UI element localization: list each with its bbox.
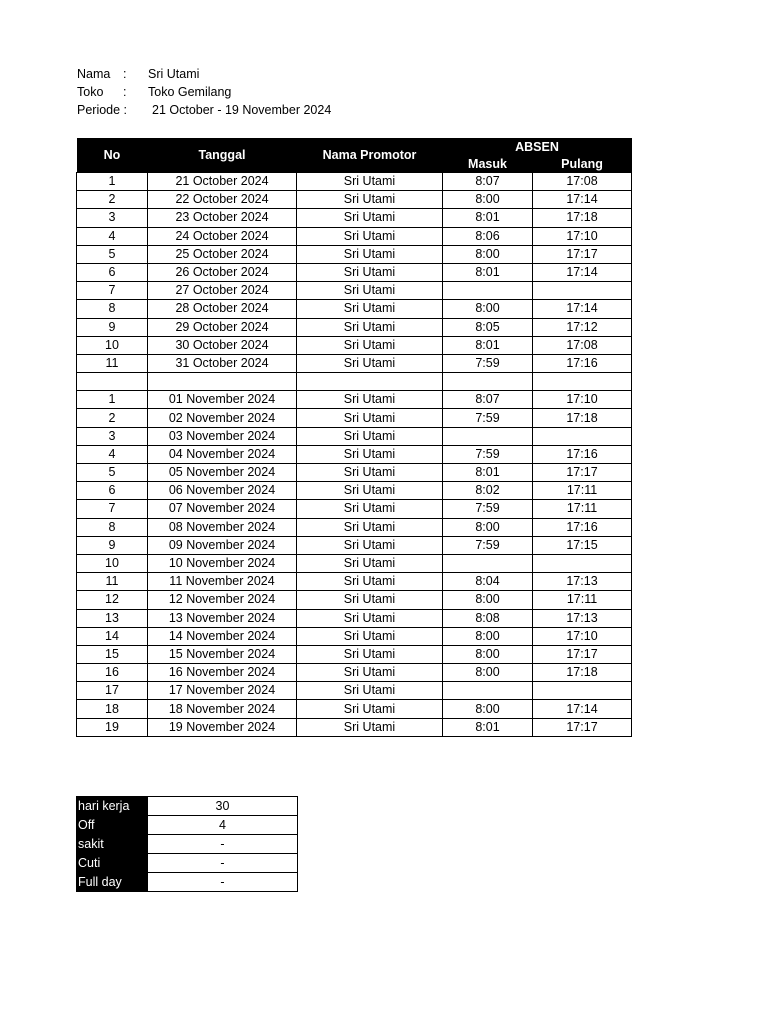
row-no: 9 [77, 318, 148, 336]
row-pulang: 17:15 [533, 536, 632, 554]
row-no: 8 [77, 300, 148, 318]
row-tanggal: 02 November 2024 [148, 409, 297, 427]
row-no: 6 [77, 482, 148, 500]
row-masuk: 8:07 [443, 391, 533, 409]
separator-row [77, 373, 632, 391]
row-nama-promotor: Sri Utami [297, 409, 443, 427]
row-tanggal: 30 October 2024 [148, 336, 297, 354]
table-row [77, 664, 632, 682]
table-row [77, 318, 632, 336]
row-masuk: 8:01 [443, 718, 533, 736]
nama-label: Nama [77, 67, 111, 81]
row-tanggal: 17 November 2024 [148, 682, 297, 700]
table-row [77, 191, 632, 209]
table-row [77, 336, 632, 354]
row-masuk: 8:07 [443, 173, 533, 191]
summary-value: - [148, 873, 298, 892]
summary-row [77, 835, 298, 854]
row-tanggal: 12 November 2024 [148, 591, 297, 609]
row-masuk: 8:01 [443, 209, 533, 227]
summary-value: - [148, 854, 298, 873]
row-pulang: 17:13 [533, 573, 632, 591]
row-masuk: 8:00 [443, 700, 533, 718]
row-no: 6 [77, 263, 148, 281]
table-row [77, 245, 632, 263]
row-pulang: 17:11 [533, 591, 632, 609]
nama-colon: : [123, 67, 127, 81]
summary-label: sakit [77, 835, 148, 854]
row-pulang: 17:14 [533, 700, 632, 718]
table-row [77, 263, 632, 281]
row-pulang: 17:17 [533, 464, 632, 482]
row-pulang: 17:12 [533, 318, 632, 336]
row-tanggal: 26 October 2024 [148, 263, 297, 281]
row-masuk: 8:01 [443, 464, 533, 482]
row-pulang [533, 554, 632, 572]
row-pulang: 17:17 [533, 245, 632, 263]
summary-table [76, 796, 298, 892]
row-nama-promotor: Sri Utami [297, 354, 443, 372]
blank-cell [77, 373, 148, 391]
blank-cell [533, 373, 632, 391]
row-tanggal: 10 November 2024 [148, 554, 297, 572]
row-nama-promotor: Sri Utami [297, 664, 443, 682]
table-row [77, 500, 632, 518]
row-nama-promotor: Sri Utami [297, 209, 443, 227]
table-row [77, 427, 632, 445]
row-tanggal: 24 October 2024 [148, 227, 297, 245]
row-pulang [533, 682, 632, 700]
row-tanggal: 04 November 2024 [148, 445, 297, 463]
summary-row [77, 873, 298, 892]
row-masuk: 7:59 [443, 536, 533, 554]
header-pulang: Pulang [533, 155, 632, 173]
summary-value: - [148, 835, 298, 854]
row-masuk: 8:00 [443, 627, 533, 645]
blank-cell [443, 373, 533, 391]
row-masuk: 8:01 [443, 263, 533, 281]
row-nama-promotor: Sri Utami [297, 263, 443, 281]
row-masuk: 7:59 [443, 409, 533, 427]
row-tanggal: 22 October 2024 [148, 191, 297, 209]
row-no: 4 [77, 227, 148, 245]
header-tanggal: Tanggal [148, 138, 297, 173]
row-masuk: 8:00 [443, 191, 533, 209]
row-no: 8 [77, 518, 148, 536]
summary-value: 30 [148, 797, 298, 816]
row-nama-promotor: Sri Utami [297, 518, 443, 536]
row-tanggal: 28 October 2024 [148, 300, 297, 318]
row-no: 13 [77, 609, 148, 627]
nama-value: Sri Utami [148, 67, 200, 81]
row-nama-promotor: Sri Utami [297, 173, 443, 191]
table-row [77, 518, 632, 536]
attendance-body [77, 173, 632, 737]
row-masuk: 8:00 [443, 300, 533, 318]
row-nama-promotor: Sri Utami [297, 336, 443, 354]
row-no: 11 [77, 354, 148, 372]
row-masuk [443, 682, 533, 700]
row-pulang: 17:18 [533, 209, 632, 227]
row-tanggal: 13 November 2024 [148, 609, 297, 627]
summary-label: Cuti [77, 854, 148, 873]
row-nama-promotor: Sri Utami [297, 645, 443, 663]
summary-value: 4 [148, 816, 298, 835]
row-pulang: 17:14 [533, 263, 632, 281]
row-pulang: 17:17 [533, 718, 632, 736]
row-nama-promotor: Sri Utami [297, 445, 443, 463]
row-pulang: 17:10 [533, 391, 632, 409]
row-pulang: 17:10 [533, 627, 632, 645]
row-no: 2 [77, 409, 148, 427]
table-row [77, 627, 632, 645]
row-masuk: 8:00 [443, 245, 533, 263]
row-tanggal: 01 November 2024 [148, 391, 297, 409]
row-nama-promotor: Sri Utami [297, 573, 443, 591]
row-no: 7 [77, 500, 148, 518]
table-row [77, 645, 632, 663]
row-no: 10 [77, 554, 148, 572]
row-tanggal: 23 October 2024 [148, 209, 297, 227]
row-pulang: 17:16 [533, 445, 632, 463]
row-no: 12 [77, 591, 148, 609]
row-no: 1 [77, 173, 148, 191]
row-nama-promotor: Sri Utami [297, 427, 443, 445]
row-tanggal: 16 November 2024 [148, 664, 297, 682]
blank-cell [297, 373, 443, 391]
row-pulang: 17:17 [533, 645, 632, 663]
row-nama-promotor: Sri Utami [297, 245, 443, 263]
row-masuk: 7:59 [443, 445, 533, 463]
summary-body [77, 797, 298, 892]
table-row [77, 482, 632, 500]
toko-label: Toko [77, 85, 104, 99]
row-nama-promotor: Sri Utami [297, 700, 443, 718]
summary-row [77, 854, 298, 873]
row-no: 9 [77, 536, 148, 554]
attendance-table [76, 138, 632, 737]
row-nama-promotor: Sri Utami [297, 682, 443, 700]
summary-row [77, 797, 298, 816]
row-pulang: 17:18 [533, 664, 632, 682]
row-tanggal: 25 October 2024 [148, 245, 297, 263]
row-pulang: 17:13 [533, 609, 632, 627]
row-nama-promotor: Sri Utami [297, 227, 443, 245]
row-nama-promotor: Sri Utami [297, 391, 443, 409]
header-no: No [77, 138, 148, 173]
row-no: 16 [77, 664, 148, 682]
summary-label: hari kerja [77, 797, 148, 816]
table-row [77, 700, 632, 718]
row-masuk: 8:02 [443, 482, 533, 500]
row-tanggal: 14 November 2024 [148, 627, 297, 645]
row-masuk: 8:00 [443, 664, 533, 682]
row-masuk: 8:00 [443, 645, 533, 663]
row-no: 17 [77, 682, 148, 700]
row-pulang: 17:18 [533, 409, 632, 427]
row-no: 15 [77, 645, 148, 663]
row-no: 19 [77, 718, 148, 736]
header-nama-promotor: Nama Promotor [297, 138, 443, 173]
table-row [77, 682, 632, 700]
row-nama-promotor: Sri Utami [297, 318, 443, 336]
row-no: 7 [77, 282, 148, 300]
table-row [77, 554, 632, 572]
row-pulang: 17:08 [533, 336, 632, 354]
row-masuk: 8:04 [443, 573, 533, 591]
row-pulang [533, 282, 632, 300]
row-tanggal: 08 November 2024 [148, 518, 297, 536]
table-row [77, 209, 632, 227]
table-row [77, 282, 632, 300]
row-nama-promotor: Sri Utami [297, 482, 443, 500]
row-no: 5 [77, 464, 148, 482]
row-tanggal: 31 October 2024 [148, 354, 297, 372]
row-tanggal: 06 November 2024 [148, 482, 297, 500]
header-absen: ABSEN [443, 138, 632, 155]
row-masuk: 8:06 [443, 227, 533, 245]
toko-colon: : [123, 85, 127, 99]
row-masuk: 8:05 [443, 318, 533, 336]
row-no: 5 [77, 245, 148, 263]
row-pulang [533, 427, 632, 445]
row-masuk: 7:59 [443, 354, 533, 372]
header-masuk: Masuk [443, 155, 533, 173]
table-row [77, 445, 632, 463]
summary-label: Off [77, 816, 148, 835]
row-masuk [443, 554, 533, 572]
row-nama-promotor: Sri Utami [297, 627, 443, 645]
row-masuk: 8:00 [443, 518, 533, 536]
row-nama-promotor: Sri Utami [297, 554, 443, 572]
row-masuk [443, 427, 533, 445]
row-nama-promotor: Sri Utami [297, 609, 443, 627]
row-nama-promotor: Sri Utami [297, 464, 443, 482]
toko-value: Toko Gemilang [148, 85, 232, 99]
row-pulang: 17:14 [533, 300, 632, 318]
table-row [77, 464, 632, 482]
table-row [77, 609, 632, 627]
table-row [77, 573, 632, 591]
row-no: 18 [77, 700, 148, 718]
row-tanggal: 09 November 2024 [148, 536, 297, 554]
periode-value: 21 October - 19 November 2024 [152, 103, 332, 117]
row-no: 3 [77, 427, 148, 445]
row-no: 1 [77, 391, 148, 409]
row-pulang: 17:08 [533, 173, 632, 191]
row-tanggal: 11 November 2024 [148, 573, 297, 591]
summary-row [77, 816, 298, 835]
row-masuk: 8:08 [443, 609, 533, 627]
row-tanggal: 03 November 2024 [148, 427, 297, 445]
row-no: 10 [77, 336, 148, 354]
row-tanggal: 05 November 2024 [148, 464, 297, 482]
row-pulang: 17:14 [533, 191, 632, 209]
table-row [77, 536, 632, 554]
row-nama-promotor: Sri Utami [297, 500, 443, 518]
row-pulang: 17:16 [533, 354, 632, 372]
row-no: 3 [77, 209, 148, 227]
row-nama-promotor: Sri Utami [297, 718, 443, 736]
row-nama-promotor: Sri Utami [297, 191, 443, 209]
row-tanggal: 15 November 2024 [148, 645, 297, 663]
row-no: 2 [77, 191, 148, 209]
row-pulang: 17:10 [533, 227, 632, 245]
summary-label: Full day [77, 873, 148, 892]
row-masuk [443, 282, 533, 300]
row-no: 14 [77, 627, 148, 645]
row-masuk: 8:01 [443, 336, 533, 354]
row-nama-promotor: Sri Utami [297, 282, 443, 300]
row-masuk: 8:00 [443, 591, 533, 609]
blank-cell [148, 373, 297, 391]
row-tanggal: 21 October 2024 [148, 173, 297, 191]
row-no: 11 [77, 573, 148, 591]
row-nama-promotor: Sri Utami [297, 536, 443, 554]
row-no: 4 [77, 445, 148, 463]
row-nama-promotor: Sri Utami [297, 591, 443, 609]
row-tanggal: 19 November 2024 [148, 718, 297, 736]
table-row [77, 173, 632, 191]
table-row [77, 718, 632, 736]
table-row [77, 591, 632, 609]
table-row [77, 391, 632, 409]
table-row [77, 354, 632, 372]
periode-label: Periode : [77, 103, 128, 117]
row-nama-promotor: Sri Utami [297, 300, 443, 318]
row-tanggal: 27 October 2024 [148, 282, 297, 300]
row-masuk: 7:59 [443, 500, 533, 518]
row-tanggal: 29 October 2024 [148, 318, 297, 336]
row-pulang: 17:16 [533, 518, 632, 536]
row-pulang: 17:11 [533, 500, 632, 518]
table-row [77, 300, 632, 318]
table-row [77, 409, 632, 427]
row-pulang: 17:11 [533, 482, 632, 500]
row-tanggal: 18 November 2024 [148, 700, 297, 718]
table-row [77, 227, 632, 245]
row-tanggal: 07 November 2024 [148, 500, 297, 518]
